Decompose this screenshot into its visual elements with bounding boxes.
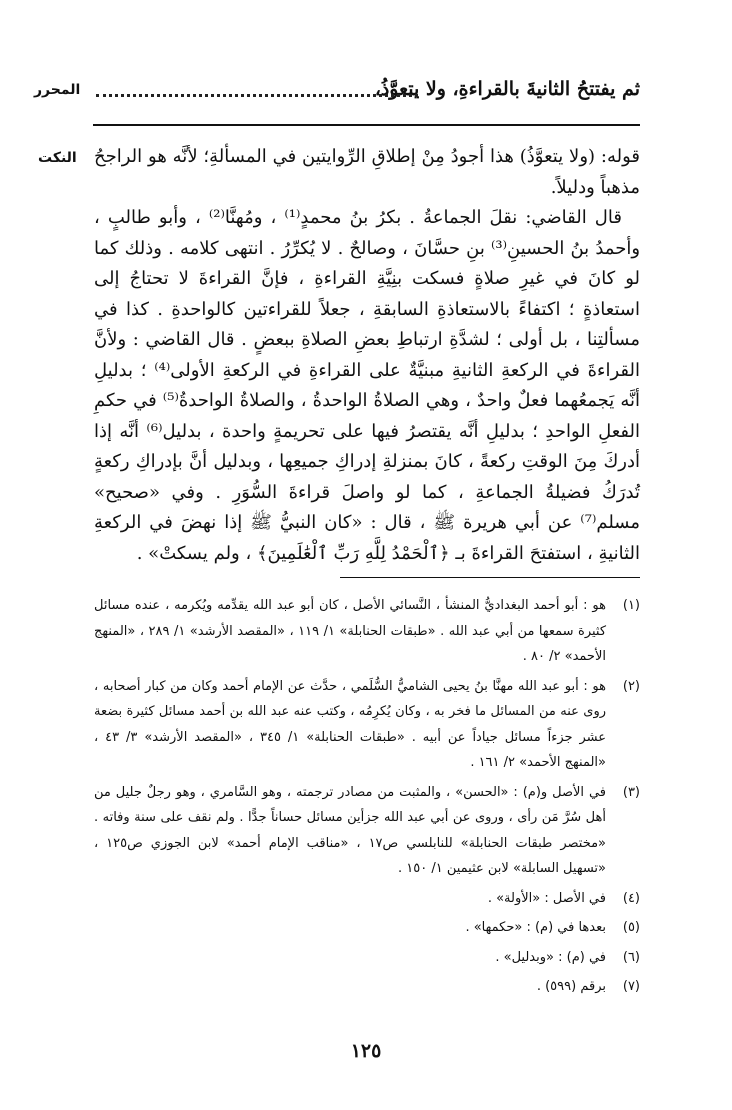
footnote-text: هو : أبو أحمد البغداديُّ المنشأ ، النَّسائي الأصل ، كان أبو عبد الله يقدِّمه ويُكرمه ، عنده مسائل كثيرة سمعها من أبي عبد الله . «طبقات الحنابلة» ١/ ١١٩ ، «المقصد الأرشد» ١/ ٢٨٩ ، «المنهج الأحمد» ٢/ ٨٠ . [94, 598, 607, 664]
footnote-text: بعدها في (م) : «حكمها» . [465, 920, 606, 935]
footnote-4 [94, 886, 640, 912]
header-rule [93, 124, 640, 126]
footnote-number: (٣) [622, 784, 640, 800]
footnote-text: هو : أبو عبد الله مهنَّا بنُ يحيى الشاميُّ السُّلَمي ، حدَّث عن الإمام أحمد وكان من كبار أصحابه ، روى عنه من المسائل ما فخر به ، وكان يُكرِمُه ، وكتب عنه عبد الله بن أحمد مسائل كثيرة بضعة عشر جزءاً مسائل جياداً عن أبيه . «طبقات الحنابلة» ١/ ٣٤٥ ، «المقصد الأرشد» ٣/ ٤٣ ، «المنهج الأحمد» ٢/ ١٦١ . [94, 678, 607, 770]
footnote-number: (٥) [622, 920, 640, 935]
footnote-3 [94, 780, 640, 882]
footnote-text: برقم (٥٩٩) . [536, 979, 606, 994]
footnote-number: (٤) [622, 890, 640, 906]
commentary-paragraph-1: قوله: (ولا يتعوَّذُ) هذا أجودُ مِنْ إطلاقِ الرِّوايتين في المسألةِ؛ لأنَّه هو الراجحُ مذهباً ودليلاً. [94, 146, 640, 198]
margin-label-nukat: النكت [38, 150, 77, 166]
footnote-text: في (م) : «وبدليل» . [495, 949, 606, 965]
footnote-2 [94, 674, 640, 776]
footnote-number: (٦) [622, 949, 640, 965]
footnote-1 [94, 593, 640, 670]
footnote-number: (٢) [622, 678, 640, 694]
footnote-7 [94, 974, 640, 1000]
footnote-number: (٧) [622, 979, 640, 994]
footnotes [94, 593, 640, 1004]
footnote-text: في الأصل و(م) : «الحسن» ، والمثبت من مصادر ترجمته ، وهو السَّامري ، وهو رجلٌ جليل من أهل سُرَّ مَن رأى ، وروى عن أبي عبد الله جزأين مسائل حساناً جدًّا . ولم نقف على سنة وفاته . «مختصر طبقات الحنابلة» للنابلسي ص١٧ ، «مناقب الإمام أحمد» لابن الجوزي ص١٢٥ ، «تسهيل السابلة» لابن عثيمين ١/ ١٥٠ . [94, 784, 607, 876]
footnote-number: (١) [622, 598, 640, 613]
footnote-separator [340, 577, 640, 578]
commentary-paragraph-2: قال القاضي: نقلَ الجماعةُ . بكرُ بنُ محمدٍ⁽¹⁾ ، ومُهنَّا⁽²⁾ ، وأبو طالبٍ ، وأحمدُ بنُ الحسينِ⁽³⁾ بنِ حسَّانَ ، وصالحٌ . لا يُكرِّرُ . انتهى كلامه . وذلك كما لو كانَ في غيرِ صلاةٍ فسكت بنِيَّةِ القراءةِ ، فإنَّ القراءةَ لا تحتاجُ إلى استعاذةٍ ؛ اكتفاءً بالاستعاذةِ السابقةِ ، جعلاً للقراءتين كالواحدةِ . كذا في مسألتِنا ، بل أولى ؛ لشدَّةِ ارتباطِ بعضِ الصلاةِ ببعضٍ . قال القاضي : ولأنَّ القراءةَ في الركعةِ الثانيةِ مبنيَّةٌ على القراءةِ في الركعةِ الأولى⁽⁴⁾ ؛ بدليلِ أنَّه يَجمعُهما فعلٌ واحدٌ ، وهي الصلاةُ الواحدةُ ، والصلاةُ الواحدةُ⁽⁵⁾ في حكمِ الفعلِ الواحدِ ؛ بدليلِ أنَّه يقتصرُ فيها على تحريمةٍ واحدة ، بدليل⁽⁶⁾ أنَّه إذا أدركَ مِنَ الوقتِ ركعةً ، كانَ بمنزلةِ إدراكِ جميعِها ، وبدليل أنَّ بإدراكِ ركعةٍ تُدرَكُ فضيلةُ الجماعةِ ، كما لو واصلَ قراءةَ السُّوَرِ . وفي «صحيح» مسلم⁽⁷⁾ عن أبي هريرة ﷺ ، قال : «كان النبيُّ ﷺ إذا نهضَ في الركعةِ الثانيةِ ، استفتحَ القراءةَ بـ ﴿ٱلْحَمْدُ لِلَّهِ رَبِّ ٱلْعَٰلَمِينَ﴾ ، ولم يسكتْ» . [94, 207, 641, 564]
main-commentary [94, 142, 640, 569]
header-matn: ثم يفتتحُ الثانيةَ بالقراءةِ، ولا يتعوَّذُ، [374, 78, 640, 100]
page-number: ١٢٥ [350, 1040, 382, 1062]
footnote-5 [94, 915, 640, 941]
header-dotted-leader [96, 82, 418, 97]
footnote-text: في الأصل : «الأولة» . [487, 890, 606, 906]
margin-label-muharrar: المحرر [34, 82, 81, 98]
footnote-6 [94, 945, 640, 971]
